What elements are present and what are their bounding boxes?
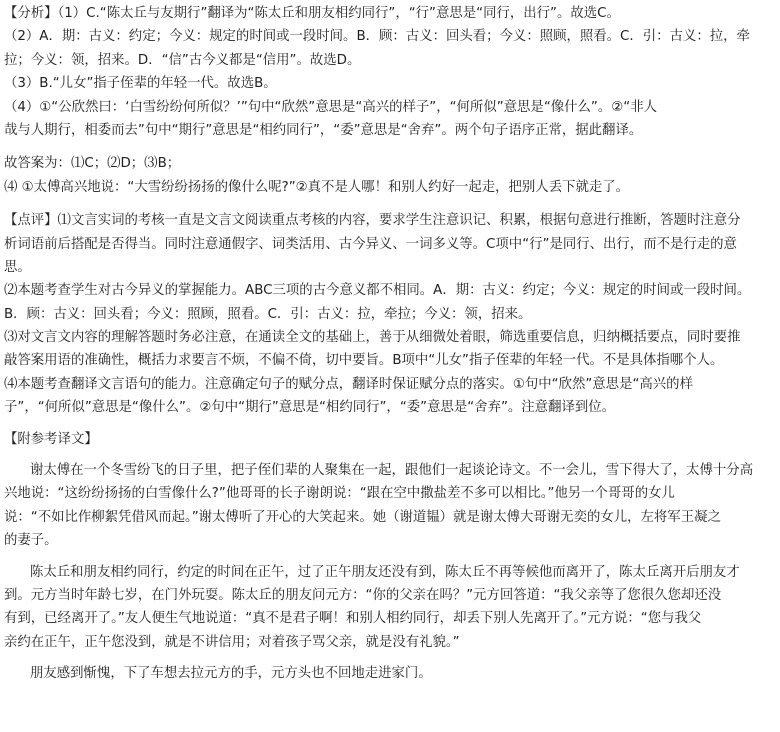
analysis-line: 哉与人期行，相委而去”句中“期行”意思是“相约同行”，“委”意思是“舍弃”。两个句子语序正常，据此翻译。 xyxy=(4,122,643,138)
answer-line: ⑷ ①太傅高兴地说：“大雪纷纷扬扬的像什么呢?”②真不是人哪！和别人约好一起走，把别人丢下就走了。 xyxy=(4,179,630,195)
translation-line: 说：“不如比作柳絮凭借风而起。”谢太傅听了开心的大笑起来。她（谢道韫）就是谢太傅大哥谢无奕的女儿，左将军王凝之 xyxy=(4,509,721,525)
translation-line: 亲约在正午，正午您没到，就是不讲信用；对着孩子骂父亲，就是没有礼貌。” xyxy=(4,634,460,650)
translation-paragraph-3 xyxy=(4,662,774,685)
translation-line: 谢太傅在一个冬雪纷飞的日子里，把子侄们辈的人聚集在一起，跟他们一起谈论诗文。不一会儿，雪下得大了，太傅十分高 xyxy=(30,463,754,479)
comment-line: 敲答案用语的准确性，概括力求要言不烦，不偏不倚，切中要旨。B项中“儿女”指子侄辈的年轻一代。不是具体指哪个人。 xyxy=(4,353,724,369)
analysis-section xyxy=(4,2,774,142)
answer-section xyxy=(4,152,774,199)
comment-line: 析词语前后搭配是否得当。同时注意通假字、词类活用、古今异义、一词多义等。C项中“行”是同行、出行，而不是行走的意 xyxy=(4,236,737,252)
comment-line: B．顾：古义：回头看；今义：照顾，照看。C．引：古义：拉，牵拉；今义：领，招来。 xyxy=(4,306,532,322)
analysis-line: 【分析】（1）C.“陈太丘与友期行”翻译为“陈太丘和朋友相约同行”，“行”意思是“同行，出行”。故选C。 xyxy=(4,6,620,21)
translation-heading: 【附参考译文】 xyxy=(4,431,98,447)
analysis-line: （3）B.“儿女”指子侄辈的年轻一代。故选B。 xyxy=(4,76,277,92)
translation-paragraph-1 xyxy=(4,459,774,553)
translation-line: 朋友感到惭愧，下了车想去拉元方的手，元方头也不回地走进家门。 xyxy=(30,666,432,682)
comment-line: 【点评】⑴文言实词的考核一直是文言文阅读重点考核的内容，要求学生注意识记、积累，根据句意进行推断，答题时注意分 xyxy=(4,213,741,229)
analysis-line: 拉；今义：领，招来。D．“信”古今义都是“信用”。故选D。 xyxy=(4,52,361,68)
translation-line: 有到，已经离开了。”友人便生气地说道：“真不是君子啊！和别人相约同行，却丢下别人先离开了。”元方说：“您与我父 xyxy=(4,611,702,627)
translation-paragraph-2 xyxy=(4,561,774,655)
comment-line: ⑶对文言文内容的理解答题时务必注意，在通读全文的基础上，善于从细微处着眼，筛选重要信息，归纳概括要点，同时要推 xyxy=(4,330,741,346)
comment-line: 思。 xyxy=(4,259,31,275)
analysis-line: （4）①“公欣然曰：‘白雪纷纷何所似？’”句中“欣然”意思是“高兴的样子”，“何所似”意思是“像什么”。②“非人 xyxy=(4,99,657,115)
translation-line: 到。元方当时年龄七岁，在门外玩耍。陈太丘的朋友问元方：“你的父亲在吗？”元方回答道：“我父亲等了您很久您却还没 xyxy=(4,587,722,603)
comment-line: ⑷本题考查翻译文言语句的能力。注意确定句子的赋分点，翻译时保证赋分点的落实。①句中“欣然”意思是“高兴的样 xyxy=(4,376,693,392)
answer-line: 故答案为：⑴C；⑵D；⑶B； xyxy=(4,156,181,172)
translation-line: 兴地说：“这纷纷扬扬的白雪像什么?”他哥哥的长子谢朗说：“跟在空中撒盐差不多可以相比。”他另一个哥哥的女儿 xyxy=(4,486,675,502)
comment-line: ⑵本题考查学生对古今异义的掌握能力。ABC三项的古今意义都不相同。A．期：古义：约定；今义：规定的时间或一段时间。 xyxy=(4,283,751,299)
translation-line: 陈太丘和朋友相约同行，约定的时间在正午，过了正午朋友还没有到，陈太丘不再等候他而离开了，陈太丘离开后朋友才 xyxy=(30,564,740,580)
translation-line: 的妻子。 xyxy=(4,533,58,549)
translation-section xyxy=(4,428,774,686)
comment-line: 子”，“何所似”意思是“像什么”。②句中“期行”意思是“相约同行”，“委”意思是“舍弃”。注意翻译到位。 xyxy=(4,400,616,416)
analysis-line: （2）A．期：古义：约定；今义：规定的时间或一段时间。B．顾：古义：回头看；今义：照顾，照看。C．引：古义：拉，牵 xyxy=(4,29,750,45)
comment-section xyxy=(4,209,774,420)
